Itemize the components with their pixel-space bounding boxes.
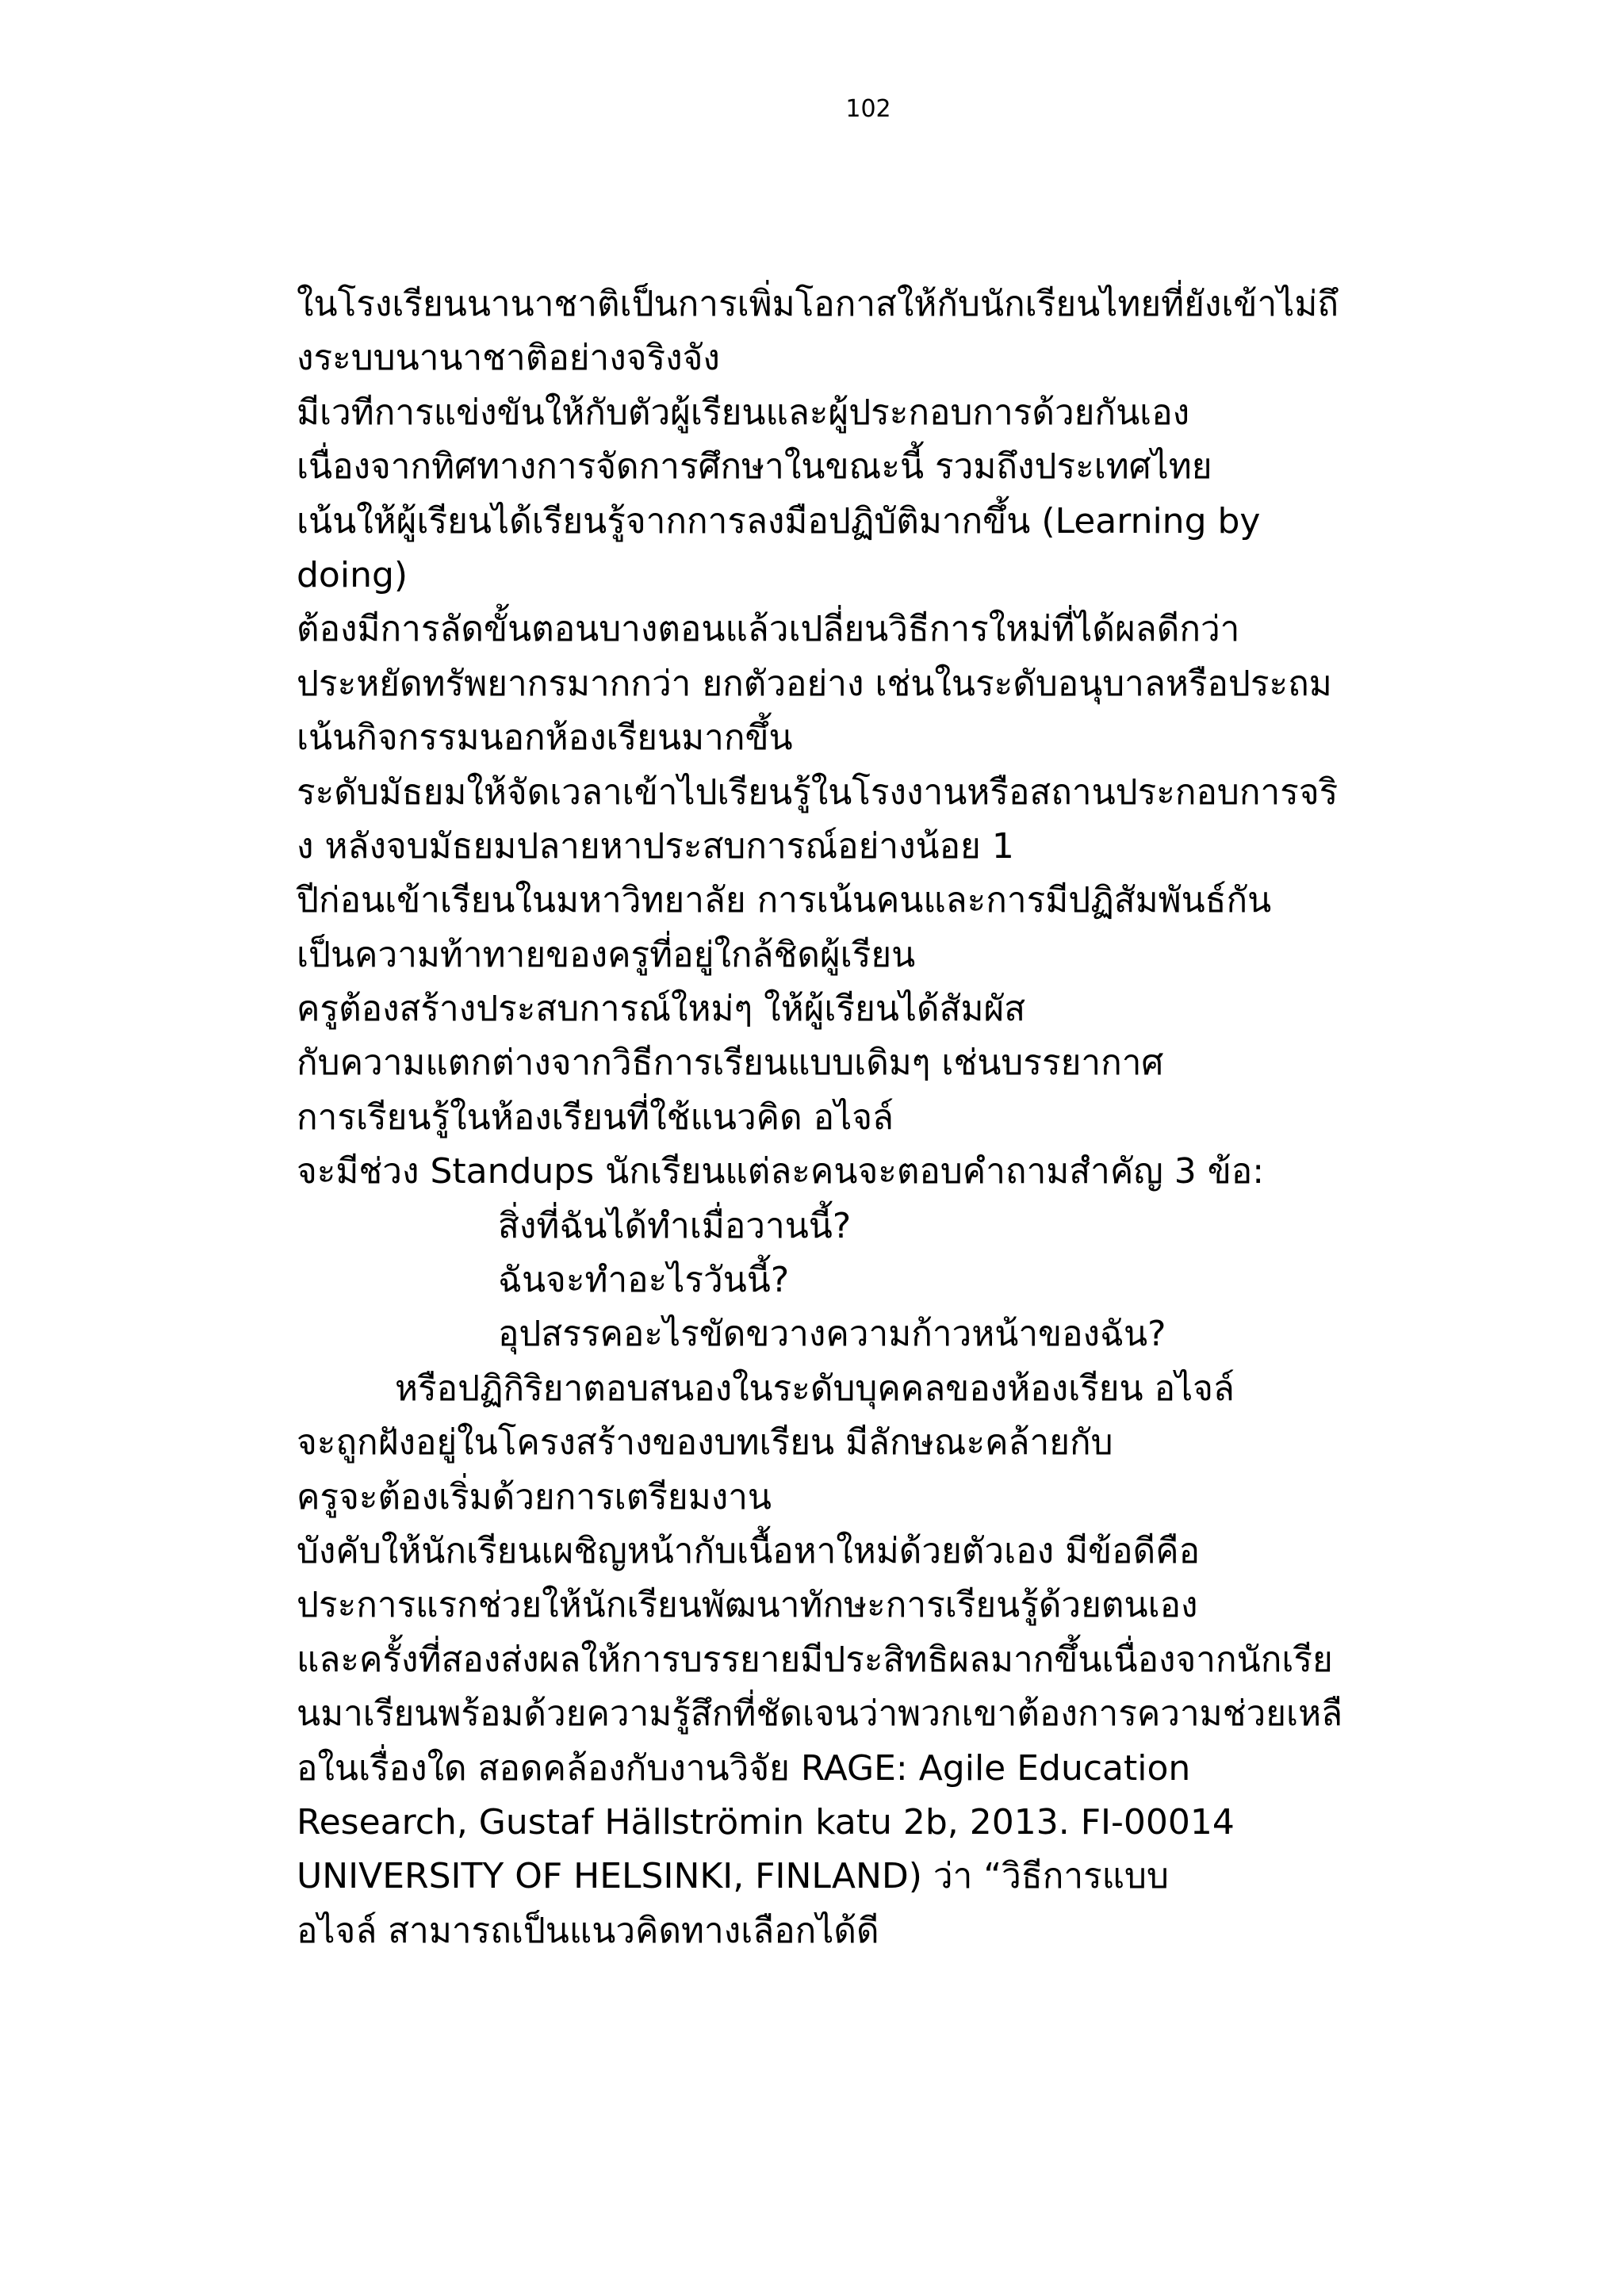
text-line: UNIVERSITY OF HELSINKI, FINLAND) ว่า “วิธีการแบบ <box>297 1856 1169 1897</box>
text-line: งระบบนานาชาติอย่างจริงจัง <box>297 338 720 379</box>
text-line: เนื่องจากทิศทางการจัดการศึกษาในขณะนี้ รวมถึงประเทศไทย <box>297 446 1212 488</box>
text-line: ประหยัดทรัพยากรมากกว่า ยกตัวอย่าง เช่นในระดับอนุบาลหรือประถม <box>297 663 1332 704</box>
text-line: เป็นความท้าทายของครูที่อยู่ใกล้ชิดผู้เรียน <box>297 934 916 975</box>
text-line: การเรียนรู้ในห้องเรียนที่ใช้แนวคิด อไจล์ <box>297 1096 894 1138</box>
text-line: นมาเรียนพร้อมด้วยความรู้สึกที่ชัดเจนว่าพวกเขาต้องการความช่วยเหลื <box>297 1693 1343 1735</box>
text-line: ในโรงเรียนนานาชาติเป็นการเพิ่มโอกาสให้กับนักเรียนไทยที่ยังเข้าไม่ถึ <box>297 284 1339 324</box>
text-line: ครูต้องสร้างประสบการณ์ใหม่ๆ ให้ผู้เรียนได้สัมผัส <box>297 989 1026 1030</box>
question-line: สิ่งที่ฉันได้ทำเมื่อวานนี้? <box>498 1205 852 1246</box>
text-line: เน้นกิจกรรมนอกห้องเรียนมากขึ้น <box>297 718 793 759</box>
text-line: กับความแตกต่างจากวิธีการเรียนแบบเดิมๆ เช่นบรรยากาศ <box>297 1043 1164 1084</box>
text-line: จะถูกฝังอยู่ในโครงสร้างของบทเรียน มีลักษณะคล้ายกับ <box>297 1422 1113 1464</box>
question-line: อุปสรรคอะไรขัดขวางความก้าวหน้าของฉัน? <box>498 1314 1166 1355</box>
text-line: อในเรื่องใด สอดคล้องกับงานวิจัย RAGE: Agile Education <box>297 1747 1191 1789</box>
body-text <box>297 277 1446 1958</box>
question-line: ฉันจะทำอะไรวันนี้? <box>498 1260 790 1301</box>
text-line: มีเวทีการแข่งขันให้กับตัวผู้เรียนและผู้ประกอบการด้วยกันเอง <box>297 392 1190 433</box>
text-line: บังคับให้นักเรียนเผชิญหน้ากับเนื้อหาใหม่ด้วยตัวเอง มีข้อดีคือ <box>297 1530 1201 1571</box>
text-line: ง หลังจบมัธยมปลายหาประสบการณ์อย่างน้อย 1 <box>297 825 1014 867</box>
text-line: จะมีช่วง Standups นักเรียนแต่ละคนจะตอบคำถามสำคัญ 3 ข้อ: <box>297 1151 1265 1192</box>
text-line: doing) <box>297 554 408 595</box>
text-line: ต้องมีการลัดขั้นตอนบางตอนแล้วเปลี่ยนวิธีการใหม่ที่ได้ผลดีกว่า <box>297 609 1240 650</box>
text-line: Research, Gustaf Hällströmin katu 2b, 2013. FI-00014 <box>297 1801 1235 1843</box>
text-line: เน้นให้ผู้เรียนได้เรียนรู้จากการลงมือปฏิบัติมากขึ้น (Learning by <box>297 500 1261 541</box>
text-line: ปีก่อนเข้าเรียนในมหาวิทยาลัย การเน้นคนและการมีปฏิสัมพันธ์กัน <box>297 880 1272 921</box>
paragraph-start-line: หรือปฏิกิริยาตอบสนองในระดับบุคคลของห้องเรียน อไจล์ <box>395 1368 1235 1409</box>
text-line: และครั้งที่สองส่งผลให้การบรรยายมีประสิทธิผลมากขึ้นเนื่องจากนักเรีย <box>297 1639 1333 1680</box>
text-line: ครูจะต้องเริ่มด้วยการเตรียมงาน <box>297 1476 772 1517</box>
page-number: 102 <box>845 95 891 123</box>
text-line: ประการแรกช่วยให้นักเรียนพัฒนาทักษะการเรียนรู้ด้วยตนเอง <box>297 1585 1198 1626</box>
text-line: ระดับมัธยมให้จัดเวลาเข้าไปเรียนรู้ในโรงงานหรือสถานประกอบการจริ <box>297 771 1339 813</box>
text-line: อไจล์ สามารถเป็นแนวคิดทางเลือกได้ดี <box>297 1910 879 1951</box>
